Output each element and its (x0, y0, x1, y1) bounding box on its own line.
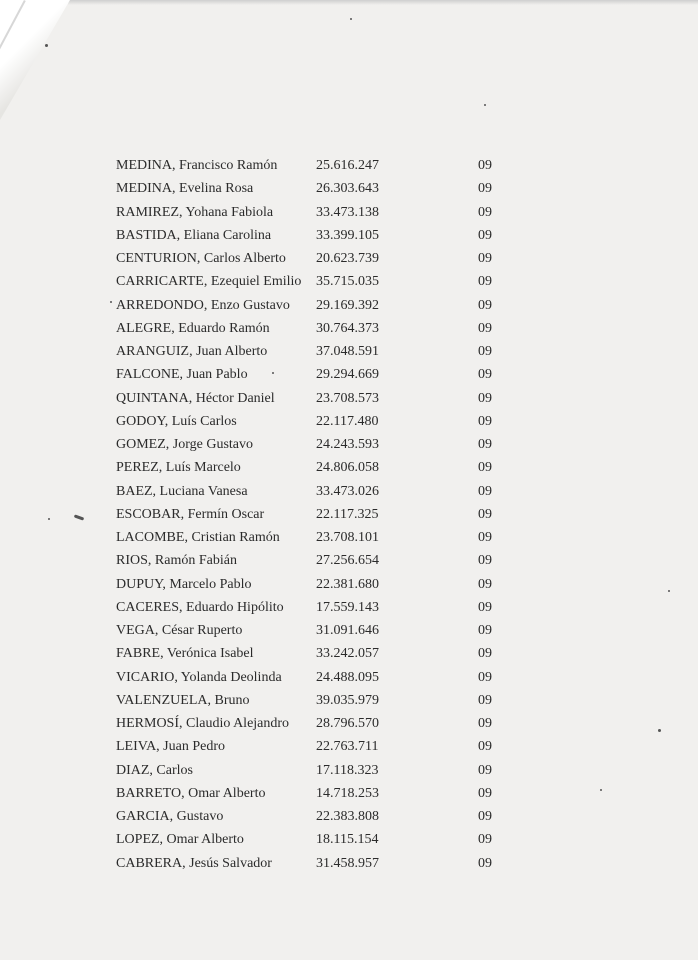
document-number: 37.048.591 (316, 344, 379, 359)
document-number: 33.473.026 (316, 483, 379, 499)
category-code: 09 (478, 716, 492, 731)
category-code: 09 (478, 483, 492, 499)
category-code: 09 (478, 762, 492, 778)
person-name: VEGA, César Ruperto (116, 623, 243, 638)
scan-speck (45, 44, 48, 47)
person-name: CACERES, Eduardo Hipólito (116, 599, 284, 615)
person-name: MEDINA, Evelina Rosa (116, 181, 254, 197)
category-code: 09 (478, 274, 492, 290)
roster-row (116, 808, 516, 831)
person-name: BASTIDA, Eliana Carolina (116, 227, 272, 243)
person-name: LEIVA, Juan Pedro (116, 739, 226, 755)
person-name: LACOMBE, Cristian Ramón (116, 530, 280, 545)
category-code: 09 (478, 646, 492, 662)
document-number: 35.715.035 (316, 274, 379, 290)
document-number: 39.035.979 (316, 692, 379, 708)
category-code: 09 (478, 367, 492, 383)
person-name: BAEZ, Luciana Vanesa (116, 483, 248, 499)
document-number: 31.458.957 (316, 855, 379, 871)
person-name: GARCIA, Gustavo (116, 809, 224, 824)
person-name: FABRE, Verónica Isabel (116, 646, 254, 662)
category-code: 09 (478, 623, 492, 638)
person-name: HERMOSÍ, Claudio Alejandro (116, 716, 290, 731)
roster-row (116, 785, 516, 808)
category-code: 09 (478, 599, 492, 615)
document-number: 23.708.573 (316, 390, 379, 406)
document-number: 18.115.154 (316, 832, 379, 848)
person-name: ARANGUIZ, Juan Alberto (116, 344, 268, 359)
category-code: 09 (478, 785, 492, 801)
roster-row (116, 390, 516, 413)
document-number: 31.091.646 (316, 623, 379, 638)
roster-row (116, 506, 516, 529)
roster-row (116, 855, 516, 878)
document-number: 22.117.325 (316, 506, 379, 522)
person-name: RIOS, Ramón Fabián (116, 553, 237, 569)
scan-speck (484, 104, 486, 106)
person-name: CENTURION, Carlos Alberto (116, 251, 286, 266)
roster-row (116, 552, 516, 575)
document-number: 22.117.480 (316, 413, 379, 429)
category-code: 09 (478, 181, 492, 197)
person-name: ESCOBAR, Fermín Oscar (116, 506, 265, 522)
document-number: 24.488.095 (316, 669, 379, 685)
category-code: 09 (478, 855, 492, 871)
document-number: 26.303.643 (316, 181, 379, 197)
roster-row (116, 576, 516, 599)
document-number: 33.473.138 (316, 204, 379, 220)
category-code: 09 (478, 809, 492, 824)
roster-row (116, 204, 516, 227)
roster-row (116, 320, 516, 343)
category-code: 09 (478, 460, 492, 476)
roster-row (116, 436, 516, 459)
scan-speck (74, 514, 84, 520)
scan-speck (110, 301, 112, 303)
category-code: 09 (478, 158, 492, 173)
category-code: 09 (478, 553, 492, 569)
document-number: 28.796.570 (316, 716, 379, 731)
scan-speck (350, 18, 352, 20)
roster-row (116, 692, 516, 715)
document-number: 14.718.253 (316, 785, 379, 801)
category-code: 09 (478, 669, 492, 685)
person-name: QUINTANA, Héctor Daniel (116, 390, 275, 406)
document-number: 29.294.669 (316, 367, 379, 383)
roster-row (116, 715, 516, 738)
roster-row (116, 343, 516, 366)
person-name: CARRICARTE, Ezequiel Emilio (116, 274, 302, 290)
category-code: 09 (478, 739, 492, 755)
roster-row (116, 669, 516, 692)
roster-row (116, 273, 516, 296)
roster-list (116, 157, 516, 878)
person-name: DUPUY, Marcelo Pablo (116, 576, 252, 592)
category-code: 09 (478, 344, 492, 359)
roster-row (116, 599, 516, 622)
document-number: 33.242.057 (316, 646, 379, 662)
document-number: 27.256.654 (316, 553, 379, 569)
roster-row (116, 297, 516, 320)
person-name: ALEGRE, Eduardo Ramón (116, 320, 270, 336)
person-name: GOMEZ, Jorge Gustavo (116, 437, 254, 452)
person-name: CABRERA, Jesús Salvador (116, 855, 272, 871)
roster-row (116, 831, 516, 854)
document-number: 33.399.105 (316, 227, 379, 243)
roster-row (116, 366, 516, 389)
person-name: MEDINA, Francisco Ramón (116, 158, 278, 173)
roster-row (116, 459, 516, 482)
roster-row (116, 622, 516, 645)
roster-row (116, 738, 516, 761)
page-top-edge (68, 0, 698, 5)
person-name: BARRETO, Omar Alberto (116, 785, 266, 801)
roster-row (116, 157, 516, 180)
category-code: 09 (478, 297, 492, 313)
person-name: VICARIO, Yolanda Deolinda (116, 669, 282, 685)
person-name: VALENZUELA, Bruno (116, 692, 250, 708)
document-number: 24.806.058 (316, 460, 379, 476)
person-name: LOPEZ, Omar Alberto (116, 832, 244, 848)
person-name: FALCONE, Juan Pablo (116, 367, 248, 383)
category-code: 09 (478, 251, 492, 266)
document-number: 23.708.101 (316, 530, 379, 545)
roster-row (116, 227, 516, 250)
category-code: 09 (478, 576, 492, 592)
person-name: ARREDONDO, Enzo Gustavo (116, 297, 290, 313)
document-number: 22.381.680 (316, 576, 379, 592)
category-code: 09 (478, 437, 492, 452)
scan-speck (48, 518, 50, 520)
document-number: 22.763.711 (316, 739, 379, 755)
person-name: PEREZ, Luís Marcelo (116, 460, 241, 476)
category-code: 09 (478, 413, 492, 429)
roster-row (116, 413, 516, 436)
roster-row (116, 645, 516, 668)
document-number: 30.764.373 (316, 320, 379, 336)
category-code: 09 (478, 506, 492, 522)
category-code: 09 (478, 832, 492, 848)
document-number: 29.169.392 (316, 297, 379, 313)
roster-row (116, 762, 516, 785)
category-code: 09 (478, 530, 492, 545)
document-number: 25.616.247 (316, 158, 379, 173)
roster-row (116, 529, 516, 552)
document-number: 24.243.593 (316, 437, 379, 452)
document-number: 17.118.323 (316, 762, 379, 778)
roster-row (116, 180, 516, 203)
category-code: 09 (478, 227, 492, 243)
person-name: DIAZ, Carlos (116, 762, 193, 778)
document-number: 20.623.739 (316, 251, 379, 266)
folded-corner (0, 0, 70, 120)
category-code: 09 (478, 320, 492, 336)
scan-speck (600, 789, 602, 791)
scan-speck (668, 590, 670, 592)
category-code: 09 (478, 204, 492, 220)
scan-speck (658, 729, 661, 732)
person-name: RAMIREZ, Yohana Fabiola (116, 204, 274, 220)
roster-row (116, 483, 516, 506)
document-number: 22.383.808 (316, 809, 379, 824)
document-number: 17.559.143 (316, 599, 379, 615)
category-code: 09 (478, 692, 492, 708)
roster-row (116, 250, 516, 273)
category-code: 09 (478, 390, 492, 406)
person-name: GODOY, Luís Carlos (116, 413, 237, 429)
